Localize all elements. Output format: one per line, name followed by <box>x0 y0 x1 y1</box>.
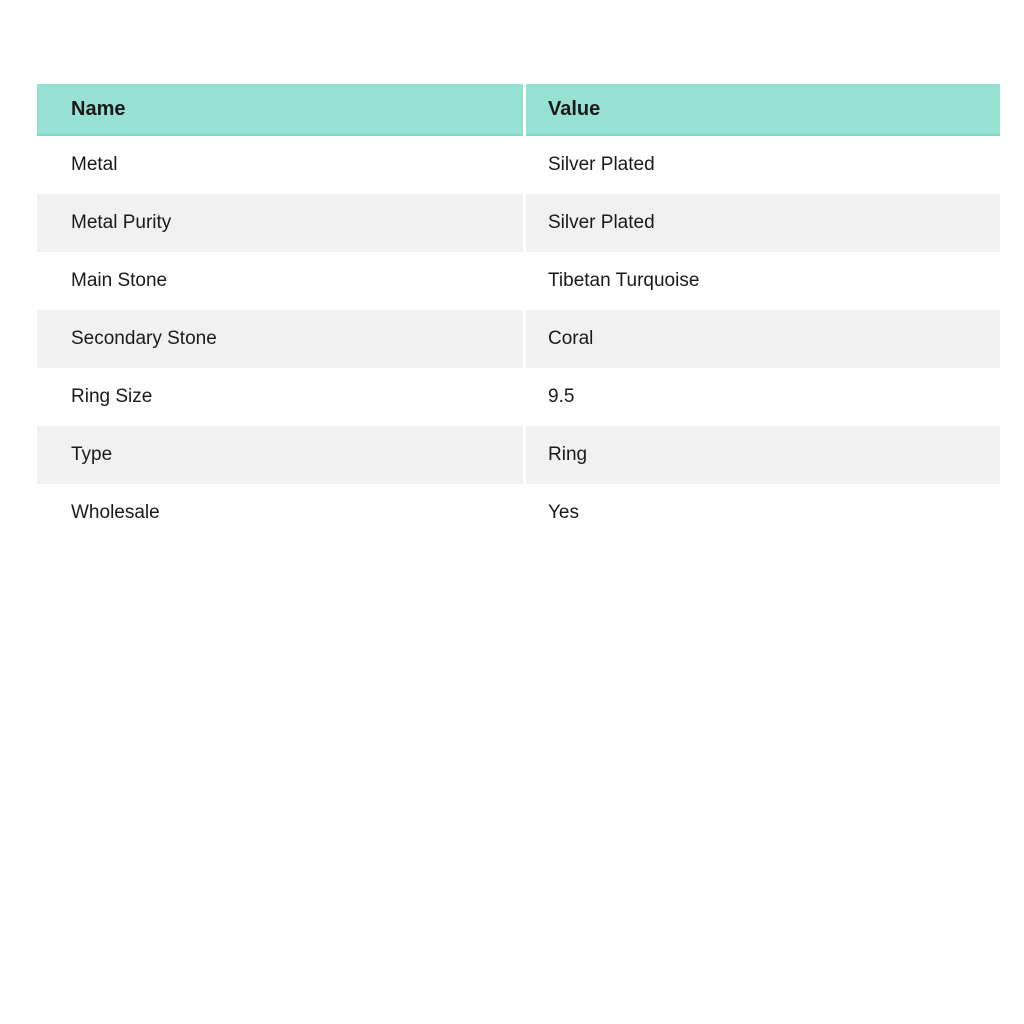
attribute-name-cell: Type <box>37 426 523 484</box>
attribute-name-cell: Secondary Stone <box>37 310 523 368</box>
table-row <box>37 368 1000 426</box>
attribute-value-cell: Ring <box>526 426 1000 484</box>
column-header-value: Value <box>526 84 1000 136</box>
table-row <box>37 484 1000 542</box>
attribute-value-cell: Tibetan Turquoise <box>526 252 1000 310</box>
table-row <box>37 136 1000 194</box>
attribute-name-cell: Main Stone <box>37 252 523 310</box>
column-header-name: Name <box>37 84 523 136</box>
attribute-name-cell: Metal <box>37 136 523 194</box>
table-row <box>37 252 1000 310</box>
attribute-value-cell: Yes <box>526 484 1000 542</box>
attribute-name-cell: Ring Size <box>37 368 523 426</box>
table-header-row <box>37 84 1000 136</box>
table-row <box>37 426 1000 484</box>
attribute-value-cell: Coral <box>526 310 1000 368</box>
product-attributes-table <box>37 84 1000 542</box>
table-row <box>37 310 1000 368</box>
attribute-value-cell: Silver Plated <box>526 194 1000 252</box>
attribute-value-cell: Silver Plated <box>526 136 1000 194</box>
table-row <box>37 194 1000 252</box>
attribute-name-cell: Metal Purity <box>37 194 523 252</box>
attribute-value-cell: 9.5 <box>526 368 1000 426</box>
table-body <box>37 136 1000 542</box>
attribute-name-cell: Wholesale <box>37 484 523 542</box>
